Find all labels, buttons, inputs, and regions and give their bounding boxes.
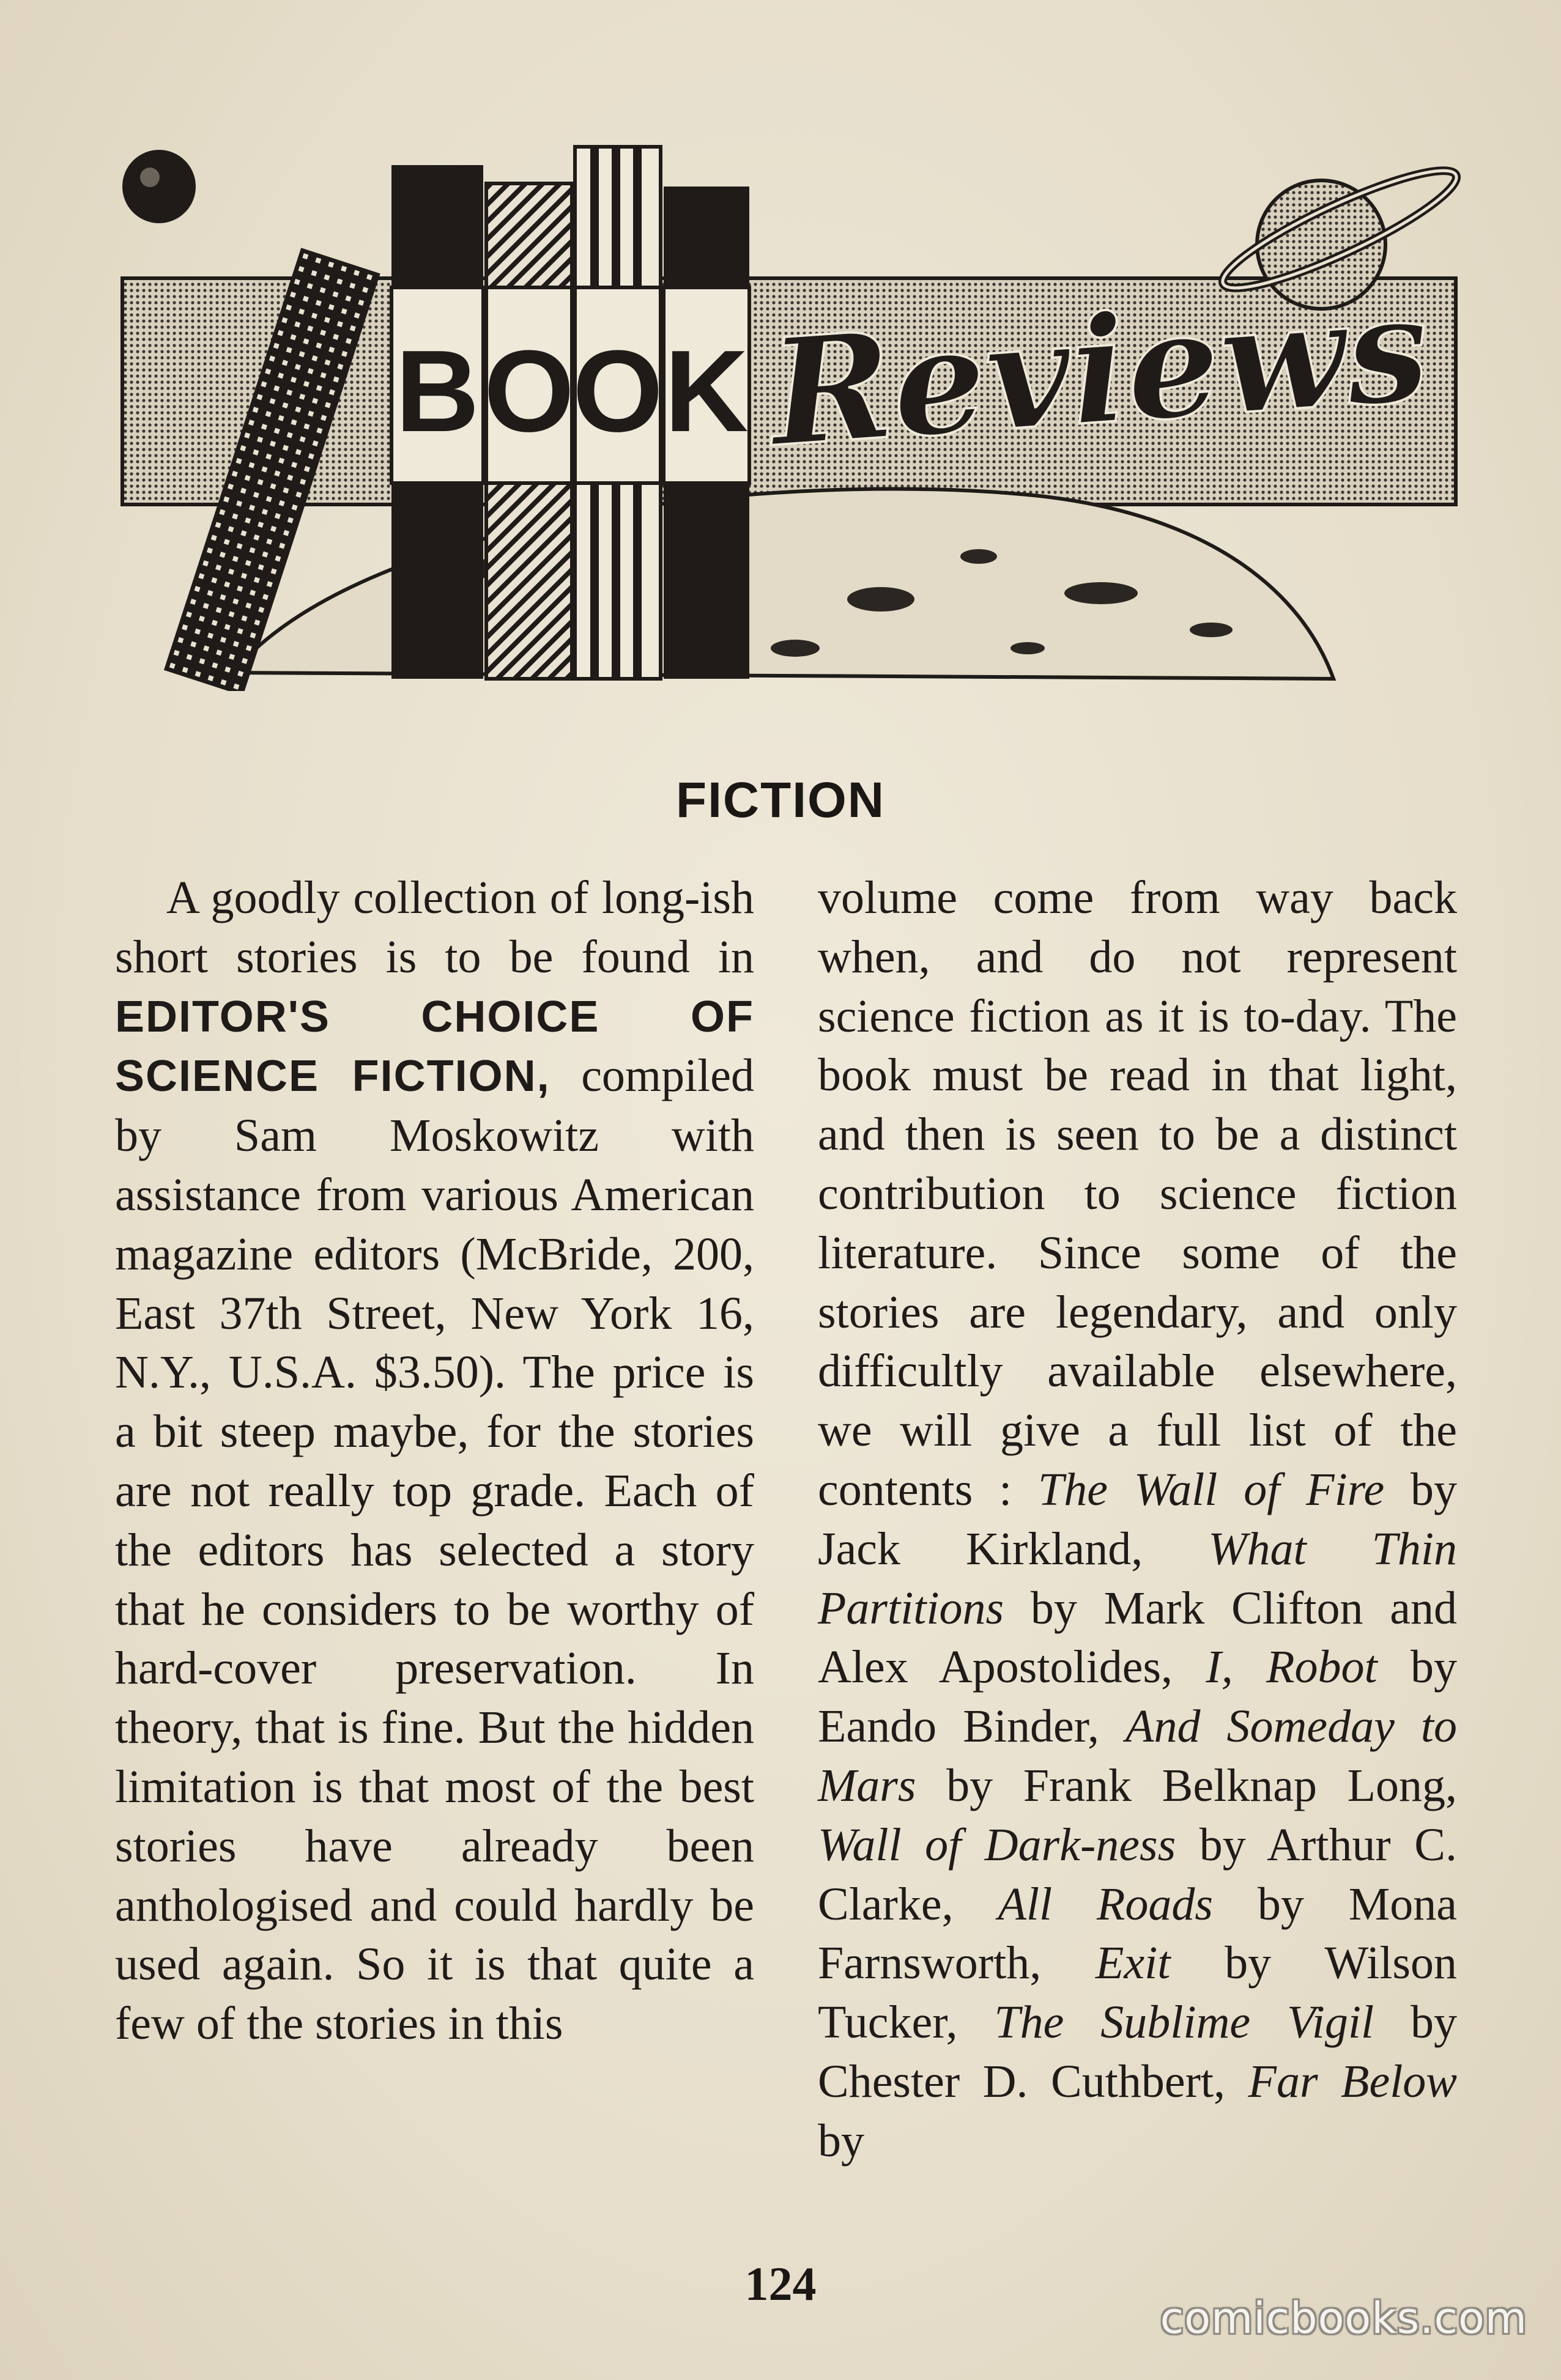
text-segment: by Chester D. Cuthbert, [818, 1997, 1458, 2107]
text-segment: by Frank Belknap Long, [946, 1759, 1457, 1811]
text-segment: by Eando Binder, [818, 1641, 1457, 1753]
text-segment: by Mona Farnsworth, [818, 1878, 1457, 1989]
book-letter-4: K [664, 327, 749, 456]
right-column [818, 868, 1457, 2244]
story-title: The Sublime Vigil [994, 1997, 1374, 2049]
story-title: I, Robot [1206, 1641, 1377, 1693]
story-title: The Wall of Fire [1038, 1463, 1385, 1515]
book-reviews-header-illustration [110, 128, 1480, 691]
book-letter-1: B [395, 327, 480, 456]
story-title: Wall of Dark-ness [818, 1819, 1176, 1871]
intro-text: A goodly collection of long-ish short stories is to be found in [115, 872, 754, 983]
review-paragraph [115, 868, 754, 2053]
reviews-script-title: Reviews [765, 261, 1434, 480]
body-text: compiled by Sam Moskowitz with assistance from various American magazine editors (McBride, 200, East 37th Street, New York 16, N.Y., U.S.A. $3.50). The price is a bit steep maybe, for the stories are not really top grade. Each of the editors has selected a story that he considers to be worthy of hard-cover preservation. In theory, that is fine. But the hidden limitation is that most of the best stories have already been anthologised and could hardly be used again. So it is that quite a few of the stories in this [115, 1050, 754, 2050]
story-title: Exit [1095, 1937, 1171, 1989]
section-title: FICTION [676, 772, 885, 828]
book-letter-2: O [484, 327, 574, 456]
contents-paragraph [818, 868, 1457, 2171]
text-segment: by [818, 2115, 864, 2167]
text-segment: volume come from way back when, and do not represent science fiction as it is to-day. The book must be read in that light, and then is seen to be a distinct contribution to science fiction literature. Since some of the stories are legendary, and only difficultly available elsewhere, we will give a full list of the contents : [818, 872, 1457, 1515]
text-segment: by Mark Clifton and Alex Apostolides, [818, 1582, 1457, 1693]
text-segment: by Wilson Tucker, [818, 1937, 1458, 2049]
page-number: 124 [744, 2257, 817, 2310]
text-segment: by Arthur C. Clarke, [818, 1819, 1457, 1930]
story-title: Far Below [1248, 2055, 1457, 2107]
story-title: All Roads [998, 1878, 1213, 1930]
left-column [115, 868, 754, 2244]
book-title: EDITOR'S CHOICE OF SCIENCE FICTION, [115, 992, 754, 1101]
watermark: comicbooks.com [1160, 2293, 1527, 2343]
book-letter-3: O [573, 327, 663, 456]
text-segment: by Jack Kirkland, [818, 1463, 1458, 1575]
story-title: What Thin Partitions [818, 1523, 1458, 1634]
story-title: And Someday to Mars [818, 1701, 1458, 1811]
small-moon-icon [122, 150, 196, 223]
